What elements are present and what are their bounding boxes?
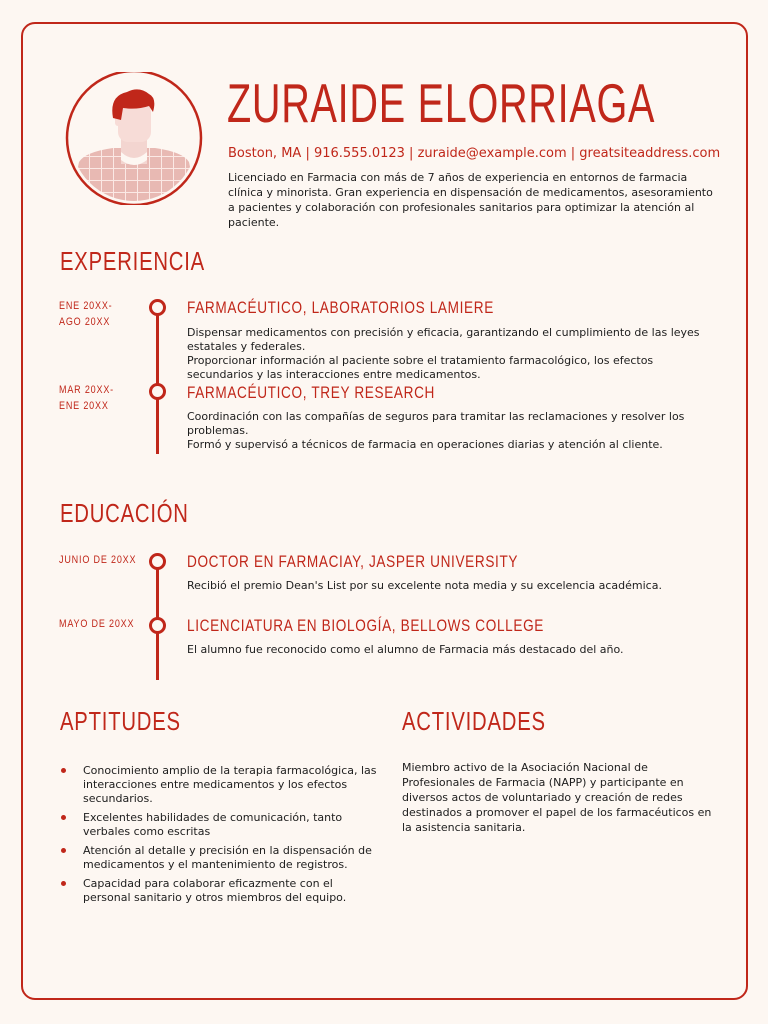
job-description: Coordinación con las compañías de seguros para tramitar las reclamaciones y resolver los problemas. Formó y supervisó a técnicos de farmacia en operaciones diarias y atención al cliente. [187, 410, 685, 451]
experience-heading: EXPERIENCIA [60, 246, 205, 276]
job-description: Dispensar medicamentos con precisión y eficacia, garantizando el cumplimiento de las leyes estatales y federales. Proporcionar información al paciente sobre el tratamiento farmacológico, los efectos secundarios y las interacciones entre medicamentos. [187, 326, 700, 381]
summary: Licenciado en Farmacia con más de 7 años de experiencia en entornos de farmacia clínica y minorista. Gran experiencia en dispensación de medicamentos, asesoramiento a pacientes y colaboración con profesionales sanitarios para optimizar la atención al paciente. [228, 171, 713, 229]
skills-list [60, 764, 380, 910]
timeline-dot [149, 617, 166, 634]
experience-date: MAR 20XX- ENE 20XX [59, 384, 115, 412]
activities-text: Miembro activo de la Asociación Nacional de Profesionales de Farmacia (NAPP) y participante en diversos actos de voluntariado y creación de redes destinados a promover el papel de los farmacéuticos en la asistencia sanitaria. [402, 761, 712, 834]
degree-title: DOCTOR EN FARMACIAY, JASPER UNIVERSITY [187, 552, 519, 571]
job-title: FARMACÉUTICO, LABORATORIOS LAMIERE [187, 298, 494, 317]
contact-info: Boston, MA | 916.555.0123 | zuraide@example.com | greatsiteaddress.com [228, 146, 721, 161]
candidate-name: ZURAIDE ELORRIAGA [227, 72, 656, 134]
education-date: MAYO DE 20XX [59, 618, 135, 630]
degree-description: Recibió el premio Dean's List por su excelente nota media y su excelencia académica. [187, 579, 662, 592]
degree-title: LICENCIATURA EN BIOLOGÍA, BELLOWS COLLEGE [187, 616, 545, 635]
skill-item: Capacidad para colaborar eficazmente con el personal sanitario y otros miembros del equipo. [60, 877, 380, 905]
skills-heading: APTITUDES [60, 706, 181, 736]
timeline-dot [149, 553, 166, 570]
avatar [65, 72, 203, 205]
experience-timeline [156, 306, 159, 454]
education-heading: EDUCACIÓN [60, 498, 189, 528]
job-title: FARMACÉUTICO, TREY RESEARCH [187, 383, 436, 402]
degree-description: El alumno fue reconocido como el alumno de Farmacia más destacado del año. [187, 643, 624, 656]
skill-item: Excelentes habilidades de comunicación, tanto verbales como escritas [60, 811, 380, 839]
education-date: JUNIO DE 20XX [59, 554, 137, 566]
timeline-dot [149, 383, 166, 400]
experience-date: ENE 20XX- AGO 20XX [59, 300, 113, 328]
skill-item: Atención al detalle y precisión en la dispensación de medicamentos y el mantenimiento de registros. [60, 844, 380, 872]
timeline-dot [149, 299, 166, 316]
skill-item: Conocimiento amplio de la terapia farmacológica, las interacciones entre medicamentos y los efectos secundarios. [60, 764, 380, 806]
activities-heading: ACTIVIDADES [402, 706, 546, 736]
